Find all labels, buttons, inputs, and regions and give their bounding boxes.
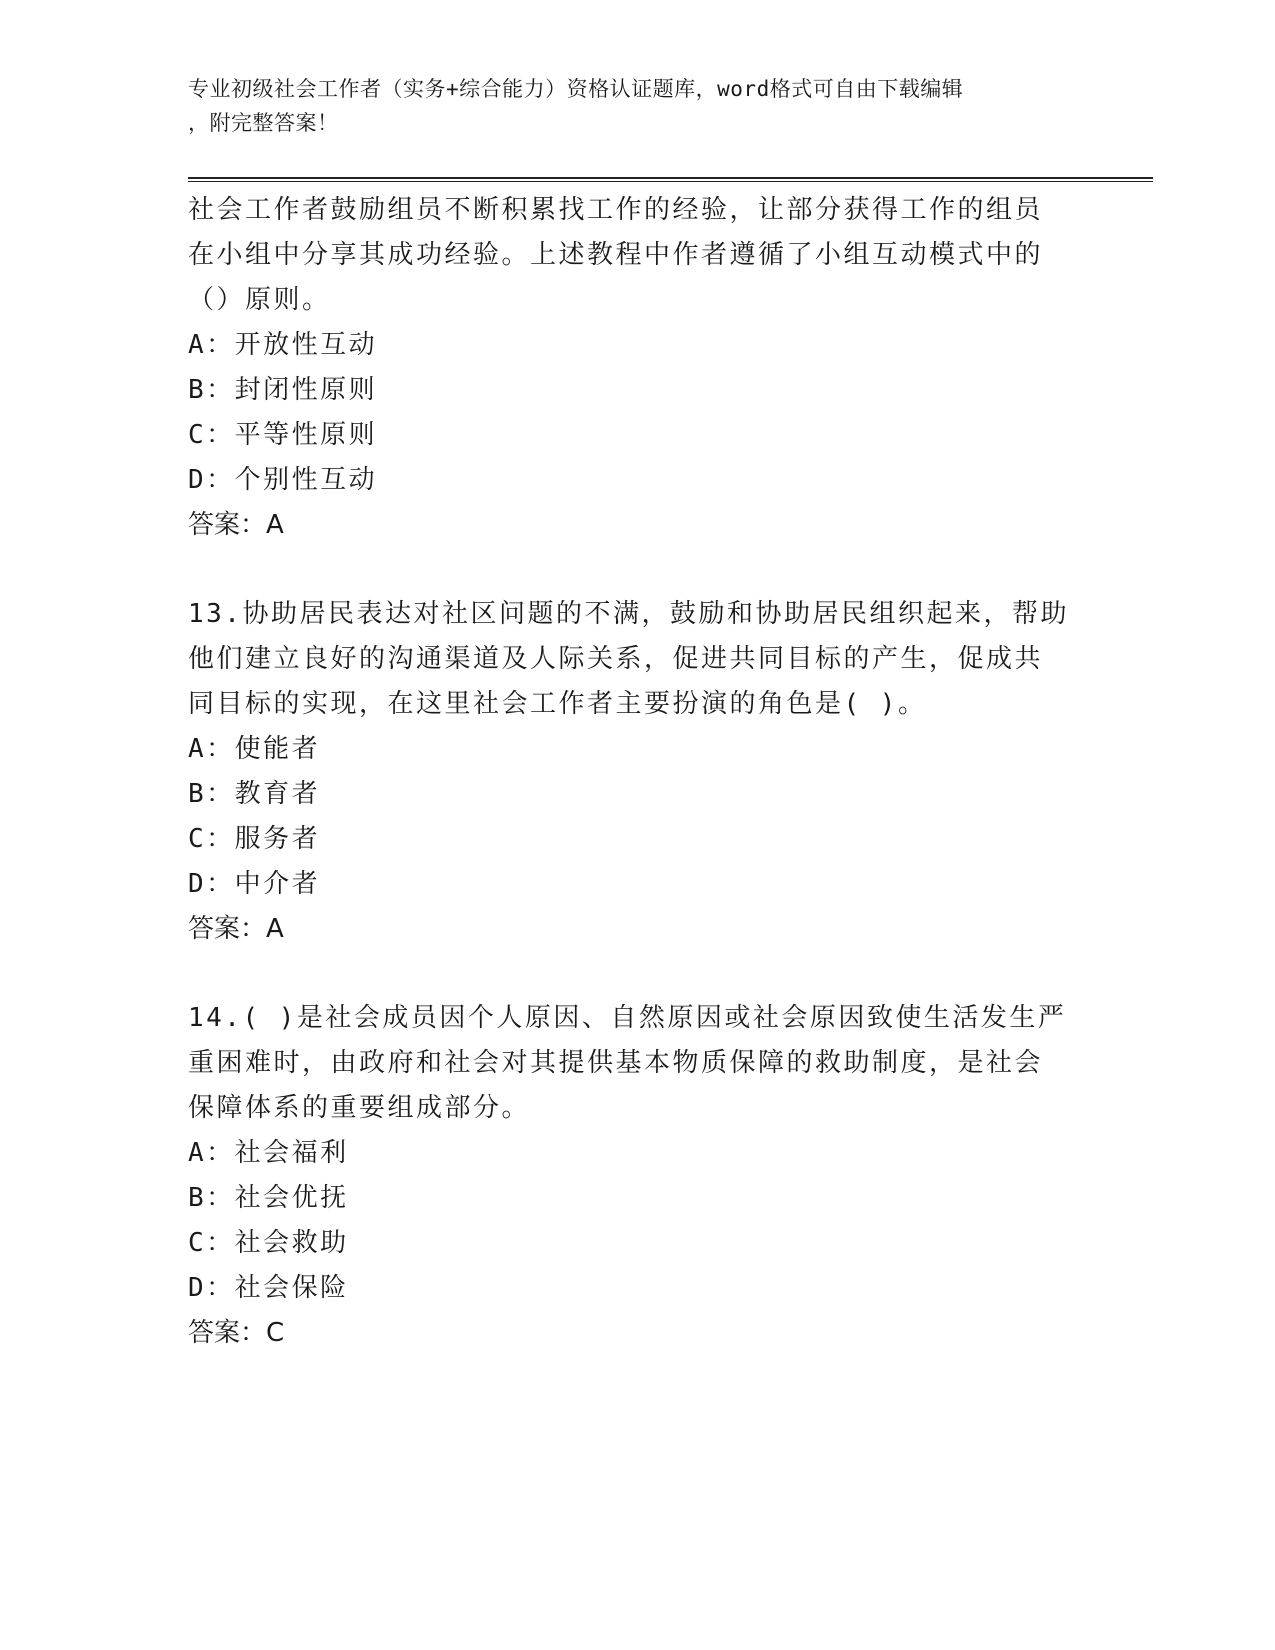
option-a: A：社会福利 <box>188 1138 349 1168</box>
question-13 <box>188 592 1088 952</box>
option-d: D：社会保险 <box>188 1273 349 1303</box>
option-c: C：社会救助 <box>188 1228 349 1258</box>
header-divider-thin <box>188 181 1153 182</box>
answer-line: 答案：A <box>188 914 284 944</box>
question-12 <box>188 188 1088 548</box>
option-b: B：社会优抚 <box>188 1183 349 1213</box>
option-c: C：服务者 <box>188 824 321 854</box>
option-b: B：教育者 <box>188 779 321 809</box>
option-a: A：使能者 <box>188 734 321 764</box>
header-divider-thick <box>188 177 1153 179</box>
question-stem: 13.协助居民表达对社区问题的不满，鼓励和协助居民组织起来，帮助 他们建立良好的沟通渠道及人际关系，促进共同目标的产生，促成共 同目标的实现，在这里社会工作者主要扮演的角色是( )。 <box>188 599 1069 719</box>
question-stem: 14.( )是社会成员因个人原因、自然原因或社会原因致使生活发生严 重困难时，由政府和社会对其提供基本物质保障的救助制度，是社会 保障体系的重要组成部分。 <box>188 1003 1067 1123</box>
option-b: B：封闭性原则 <box>188 375 378 405</box>
option-a: A：开放性互动 <box>188 330 378 360</box>
question-14 <box>188 996 1088 1356</box>
option-d: D：中介者 <box>188 869 321 899</box>
question-spacer <box>188 548 1088 592</box>
question-list <box>188 188 1088 1356</box>
answer-line: 答案：C <box>188 1318 285 1348</box>
document-header: 专业初级社会工作者（实务+综合能力）资格认证题库，word格式可自由下载编辑 ，附完整答案！ <box>188 77 964 135</box>
question-spacer <box>188 952 1088 996</box>
option-c: C：平等性原则 <box>188 420 378 450</box>
question-stem: 社会工作者鼓励组员不断积累找工作的经验，让部分获得工作的组员 在小组中分享其成功经验。上述教程中作者遵循了小组互动模式中的 （）原则。 <box>188 195 1044 315</box>
option-d: D：个别性互动 <box>188 465 378 495</box>
answer-line: 答案：A <box>188 510 284 540</box>
